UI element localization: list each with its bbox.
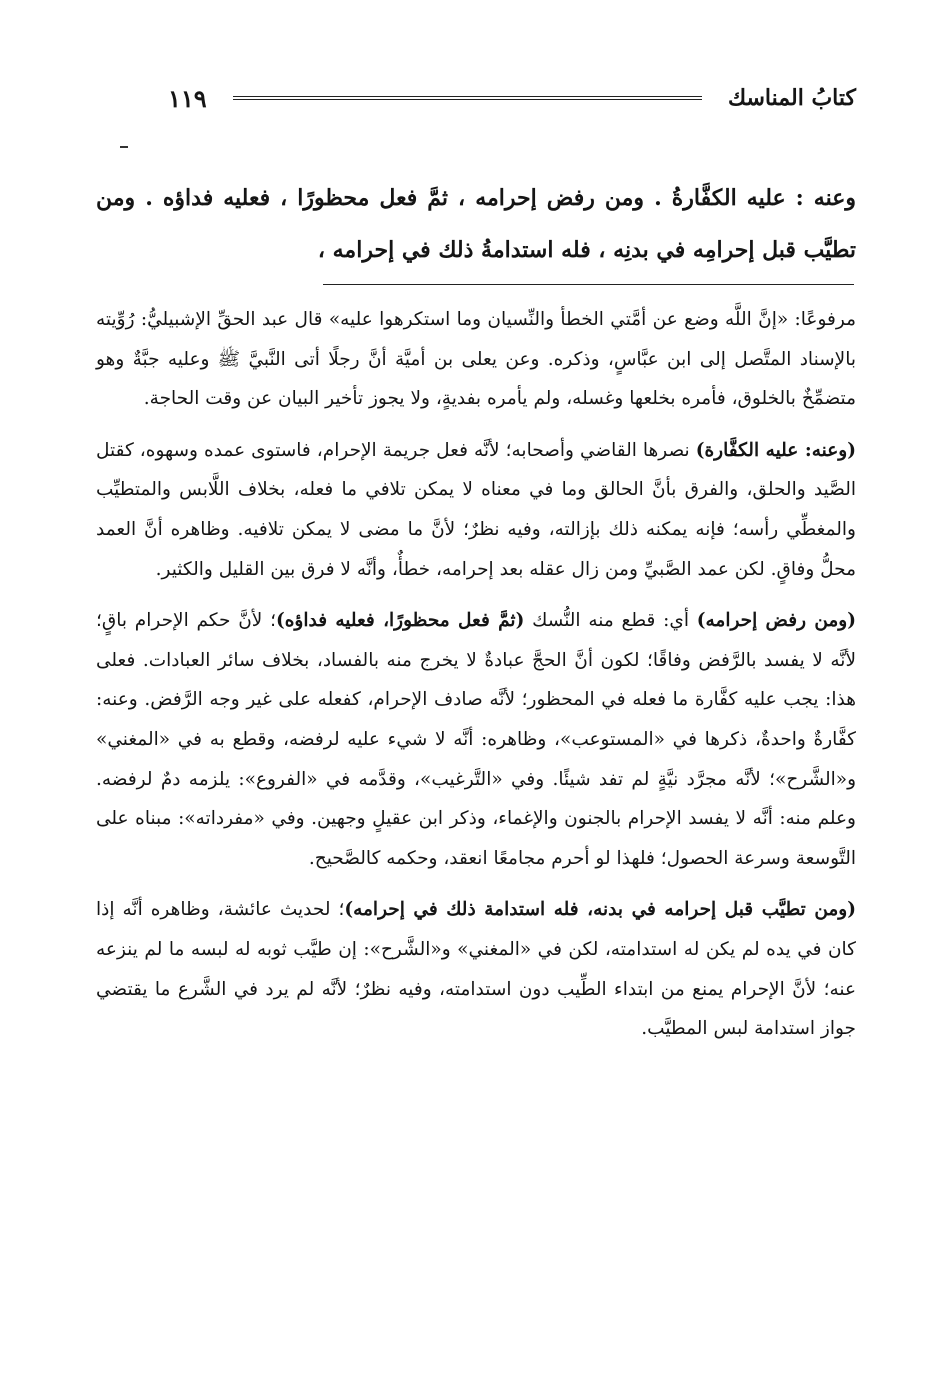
matn-text xyxy=(96,172,856,276)
commentary-text xyxy=(96,300,856,1055)
commentary-paragraph-1: مرفوعًا: «إنَّ اللَّه وضع عن أمَّتي الخطأ والنِّسيان وما استكرهوا عليه» قال عبد الحقِّ الإشبيليُّ: رُوِّيته بالإسناد المتَّصل إلى ابن عبَّاسٍ، وذكره. وعن يعلى بن أميَّة أنَّ رجلًا أتى النَّبيَّ ﷺ وعليه جبَّةٌ وهو متضمِّخٌ بالخلوق، فأمره بخلعها وغسله، ولم يأمره بفديةٍ، ولا يجوز تأخير البيان عن وقت الحاجة. xyxy=(96,309,856,410)
commentary-body: ؛ لأنَّ حكم الإحرام باقٍ؛ لأنَّه لا يفسد بالرَّفض وفاقًا؛ لكون أنَّ الحجَّ عبادةٌ لا يخرج منه بالفساد، بخلاف سائر العبادات. فعلى هذا: يجب عليه كفَّارة ما فعله في المحظور؛ لأنَّه صادف الإحرام، كفعله على غير وجه الرَّفض. وعنه: كفَّارةٌ واحدةٌ، ذكرها في «المستوعب»، وظاهره: أنَّه لا شيء عليه لرفضه، وقطع به في «المغني» و«الشَّرح»؛ لأنَّه مجرَّد نيَّةٍ لم تفد شيئًا. وفي «التَّرغيب»، وقدَّمه في «الفروع»: يلزمه دمٌ لرفضه. وعلم منه: أنَّه لا يفسد الإحرام بالجنون والإغماء، وذكر ابن عقيلٍ وجهين. وفي «مفرداته»: مبناه على التَّوسعة وسرعة الحصول؛ فلهذا لو أحرم مجامعًا انعقد، وحكمه كالصَّحيح. xyxy=(96,610,856,869)
commentary-paragraph-3 xyxy=(96,595,856,878)
quoted-matn: (وعنه: عليه الكفَّارة) xyxy=(695,439,856,461)
commentary-body: أي: قطع منه النُّسك xyxy=(524,610,697,632)
running-header xyxy=(168,78,856,118)
page-number: ١١٩ xyxy=(168,83,207,113)
quoted-matn: (ومن تطيَّب قبل إحرامه في بدنه، فله استدامة ذلك في إحرامه) xyxy=(344,899,856,921)
commentary-body: نصرها القاضي وأصحابه؛ لأنَّه فعل جريمة الإحرام، فاستوى عمده وسهوه، كقتل الصَّيد والحلق، والفرق بأنَّ الحالق وما في معناه لا يمكن تلافي ما فعله، بخلاف اللَّابس والمتطيِّب والمغطِّي رأسه؛ فإنه يمكنه ذلك بإزالته، وفيه نظرٌ؛ لأنَّ ما مضى لا يمكن تلافيه. وظاهره أنَّ العمد محلُّ وفاقٍ. لكن عمد الصَّبيِّ ومن زال عقله بعد إحرامه، خطأٌ، وأنَّه لا فرق بين القليل والكثير. xyxy=(96,439,856,580)
commentary-paragraph-2 xyxy=(96,425,856,589)
matn-separator-rule xyxy=(323,284,854,285)
header-rule xyxy=(233,96,702,100)
stray-ink-mark xyxy=(120,146,128,148)
quoted-matn: (ومن رفض إحرامه) xyxy=(696,610,856,632)
quoted-matn: (ثمَّ فعل محظورًا، فعليه فداؤه) xyxy=(275,610,525,632)
book-title: كتابُ المناسك xyxy=(727,85,856,111)
matn-paragraph: وعنه : عليه الكفَّارةُ . ومن رفض إحرامه ، ثمَّ فعل محظورًا ، فعليه فداؤه . ومن تطيَّب قبل إحرامِه في بدنِه ، فله استدامةُ ذلك في إحرامه ، xyxy=(96,185,856,263)
commentary-body: ؛ لحديث عائشة، وظاهره أنَّه إذا كان في يده لم يكن له استدامته، لكن في «المغني» و«الشَّرح»: إن طيَّب ثوبه له لبسه ما لم ينزعه عنه؛ لأنَّ الإحرام يمنع من ابتداء الطِّيب دون استدامته، وفيه نظرٌ؛ لأنَّه لم يرد في الشَّرع ما يقتضي جواز استدامة لبس المطيَّب. xyxy=(96,899,857,1040)
commentary-paragraph-4 xyxy=(96,884,856,1048)
